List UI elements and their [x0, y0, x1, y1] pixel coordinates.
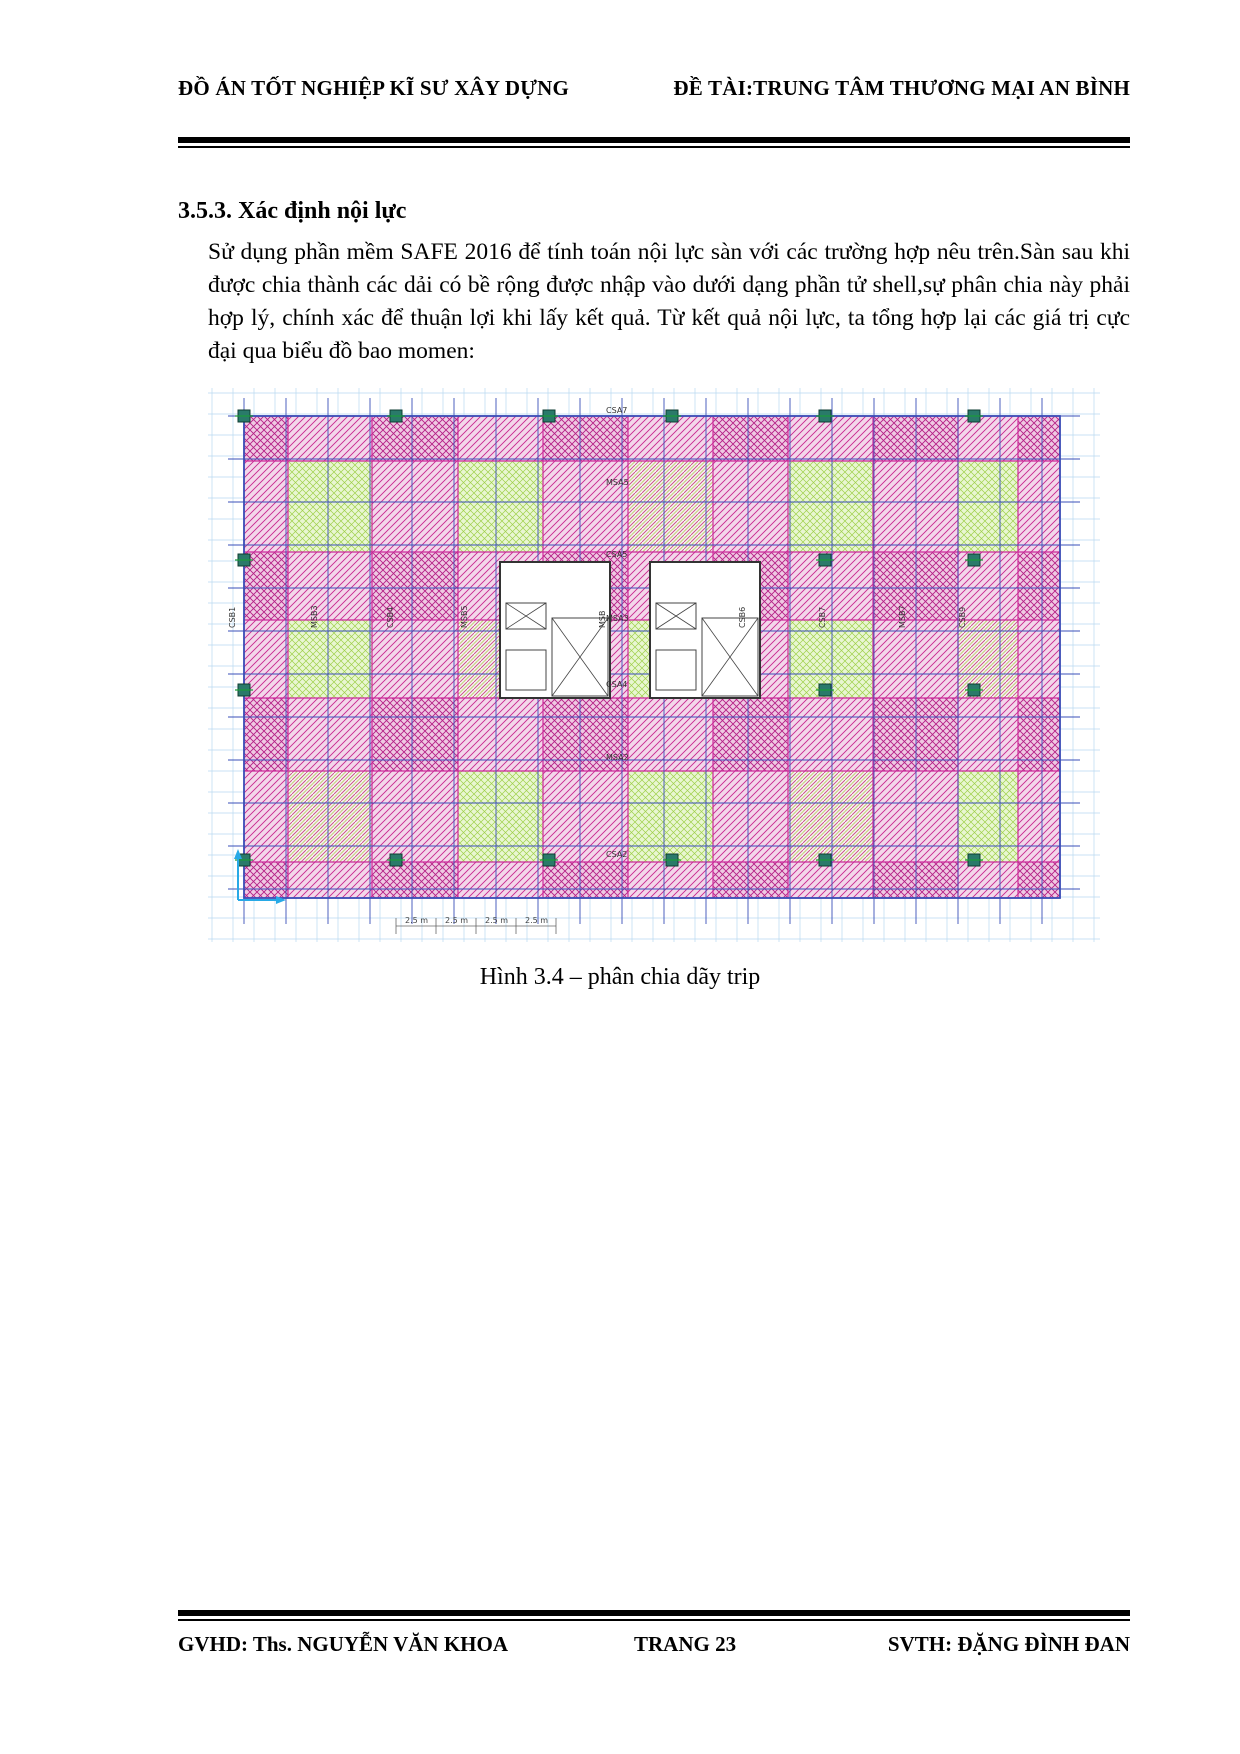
strip-cell	[958, 552, 1018, 620]
strip-cell	[458, 416, 543, 461]
core-wall	[650, 562, 760, 698]
strip-cell	[372, 620, 458, 698]
dimension-label: 2.5 m	[445, 916, 469, 925]
strip-cell	[1018, 552, 1060, 620]
strip-label-csa7: CSA7	[606, 406, 628, 415]
strip-cell	[873, 620, 958, 698]
strip-label-csa4: CSA4	[606, 680, 628, 689]
strip-plan-drawing	[208, 388, 1100, 942]
strip-label-msb3: MSB3	[310, 605, 319, 628]
strip-label-csb9: CSB9	[958, 606, 967, 628]
strip-cell	[244, 771, 288, 862]
strip-label-csa5: CSA5	[606, 550, 628, 559]
strip-cell	[1018, 862, 1060, 898]
dimension-label: 2.5 m	[405, 916, 429, 925]
strip-cell	[244, 862, 288, 898]
strip-cell	[458, 461, 543, 552]
strip-cell	[288, 620, 372, 698]
strip-cell	[958, 416, 1018, 461]
strip-cell	[288, 771, 372, 862]
strip-label-msa5: MSA5	[606, 478, 629, 487]
strip-label-csb1: CSB1	[228, 606, 237, 628]
core-wall	[500, 562, 610, 698]
strip-label-csb7: CSB7	[818, 606, 827, 628]
strip-cell	[873, 461, 958, 552]
strip-cell	[958, 862, 1018, 898]
footer-left: GVHD: Ths. NGUYỄN VĂN KHOA	[178, 1632, 509, 1656]
strip-cell	[788, 416, 873, 461]
strip-cell	[958, 771, 1018, 862]
figure-caption: Hình 3.4 – phân chia dãy trip	[479, 964, 761, 990]
footer-rule-thin	[178, 1619, 1130, 1621]
strip-cell	[873, 862, 958, 898]
strip-cell	[873, 416, 958, 461]
strip-cell	[628, 416, 713, 461]
strip-cell	[1018, 461, 1060, 552]
strip-label-msb5: MSB5	[460, 605, 469, 628]
strip-cell	[543, 461, 628, 552]
strip-cell	[788, 862, 873, 898]
strip-cell	[1018, 771, 1060, 862]
strip-cell	[244, 461, 288, 552]
dimension-label: 2.5 m	[525, 916, 549, 925]
strip-label-msb7: MSB7	[898, 605, 907, 628]
header-left: ĐỒ ÁN TỐT NGHIỆP KĨ SƯ XÂY DỰNG	[178, 76, 570, 100]
strip-cell	[713, 416, 788, 461]
strip-cell	[1018, 416, 1060, 461]
strip-cell	[958, 461, 1018, 552]
dimension-label: 2.5 m	[485, 916, 509, 925]
footer-right: SVTH: ĐẶNG ĐÌNH ĐAN	[887, 1632, 1130, 1656]
strip-cell	[543, 862, 628, 898]
strip-cell	[372, 771, 458, 862]
strip-cell	[288, 416, 372, 461]
strip-cell	[288, 862, 372, 898]
strip-label-csa2: CSA2	[606, 850, 628, 859]
strip-cell	[713, 862, 788, 898]
section-heading: 3.5.3. Xác định nội lực	[178, 198, 407, 224]
strip-label-msa3: MSA3	[606, 614, 629, 623]
header-rule-thick	[178, 137, 1130, 143]
strip-cell	[543, 771, 628, 862]
section-paragraph: Sử dụng phần mềm SAFE 2016 để tính toán nội lực sàn với các trường hợp nêu trên.Sàn sau khi được chia thành các dải có bề rộng được nhập vào dưới dạng phần tử shell,sự phân chia này phải hợp lý, chính xác để thuận lợi khi lấy kết quả. Từ kết quả nội lực, ta tổng hợp lại các giá trị cực đại qua biểu đồ bao momen:	[208, 239, 1130, 364]
strip-cell	[372, 461, 458, 552]
strip-cell	[873, 552, 958, 620]
strip-cell	[288, 461, 372, 552]
strip-cell	[788, 461, 873, 552]
strip-cell	[1018, 620, 1060, 698]
header-rule-thin	[178, 146, 1130, 148]
footer-page-number: TRANG 23	[634, 1632, 737, 1656]
strip-cell	[244, 416, 288, 461]
strip-cell	[713, 461, 788, 552]
footer-rule-thick	[178, 1610, 1130, 1616]
strip-label-msa2: MSA2	[606, 753, 629, 762]
strip-cell	[244, 552, 288, 620]
header-right: ĐỀ TÀI:TRUNG TÂM THƯƠNG MẠI AN BÌNH	[673, 76, 1130, 100]
strip-cell	[628, 461, 713, 552]
strip-cell	[713, 771, 788, 862]
strip-cell	[372, 416, 458, 461]
strip-label-csb6: CSB6	[738, 606, 747, 628]
strip-cell	[958, 620, 1018, 698]
strip-cell	[372, 862, 458, 898]
strip-cell	[628, 862, 713, 898]
strip-label-msb: MSB	[598, 610, 607, 628]
strip-cell	[288, 552, 372, 620]
strip-cell	[244, 620, 288, 698]
strip-cell	[628, 771, 713, 862]
strip-cell	[788, 771, 873, 862]
strip-cell	[873, 771, 958, 862]
strip-cell	[543, 416, 628, 461]
strip-division-figure	[208, 388, 1100, 942]
strip-label-csb4: CSB4	[386, 606, 395, 628]
strip-cell	[372, 552, 458, 620]
strip-cell	[458, 771, 543, 862]
strip-cell	[458, 862, 543, 898]
page-header	[178, 76, 1130, 101]
